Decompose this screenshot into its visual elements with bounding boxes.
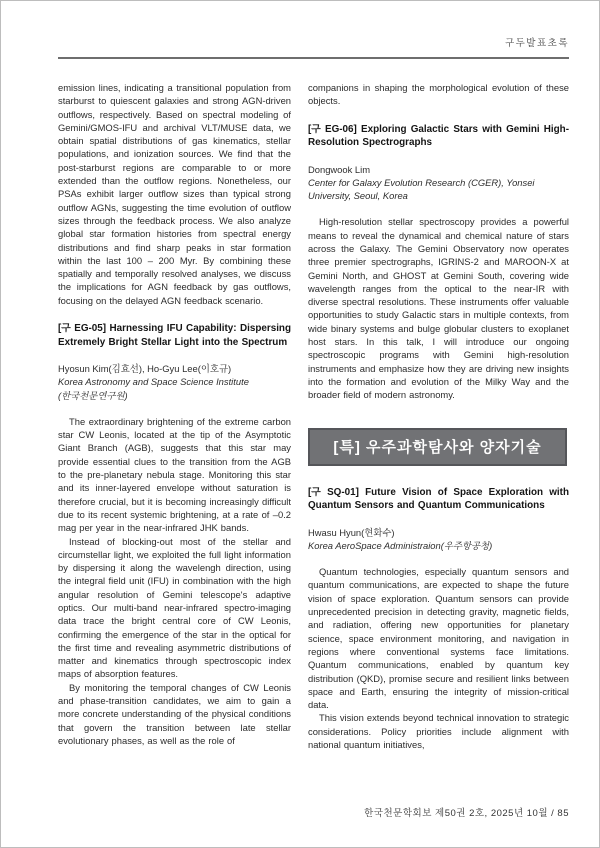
- author-block-sq01: [308, 526, 569, 552]
- abstract-paragraph: The extraordinary brightening of the extreme carbon star CW Leonis, located at the tip of the Asymptotic Giant Branch (AGB), suggests that this star may provide essential clues to the transition from the AGB to the pre-planetary nebula stage. Monitoring this star and its inner-layered envelope without saturation is therefore crucial, but it is becoming increasingly difficult due to its recent systemic brightening, at a rate of –0.2 mag per year in the near-infrared JHK bands.: [58, 415, 291, 534]
- abstract-continuation-paragraph: companions in shaping the morphological evolution of these objects.: [308, 82, 569, 107]
- author-block-eg06: [308, 163, 569, 203]
- affiliation-eg06: Center for Galaxy Evolution Research (CGER), Yonsei University, Seoul, Korea: [308, 176, 535, 202]
- abstract-title-sq01: [구 SQ-01] Future Vision of Space Exploration with Quantum Sensors and Quantum Communications: [308, 486, 569, 512]
- authors-eg06: Dongwook Lim: [308, 163, 371, 175]
- abstract-continuation-paragraph: emission lines, indicating a transitional population from starburst to quiescent galaxies and strong AGN-driven outflows, respectively. Based on spectral modeling of Gemini/GMOS-IFU and archival VLT/MUSE data, we obtain spatial distributions of gas kinematics, stellar populations, and ionization sources. We find that the post-starburst regions are comparable to or more extended than the outflow regions. Nonetheless, our PSAs exhibit larger outflow sizes than typical strong outflow AGNs, suggesting the time evolution of outflow sizes through the feedback process. We also analyze global star formation histories from spectral energy distributions and find sharp peaks in star formation within the last 100 – 200 Myr. By combining these spatially and temporally resolved analyses, we discuss the implications for AGN feedback by gas outflows, focusing on the delayed AGN feedback scenario.: [58, 82, 291, 306]
- authors-sq01: Hwasu Hyun(현화수): [308, 526, 395, 538]
- right-column: [308, 81, 569, 787]
- header-rule: [58, 57, 569, 59]
- abstract-paragraph: By monitoring the temporal changes of CW Leonis and phase-transition candidates, we aim to gain a more concrete understanding of the physical conditions that govern the transition between late stellar evolutionary phases, as well as the role of: [58, 681, 291, 746]
- session-banner: [특] 우주과학탐사와 양자기술: [308, 428, 567, 466]
- abstract-paragraph: Quantum technologies, especially quantum sensors and quantum communications, are expected to shape the future vision of space exploration. Quantum sensors can provide unprecedented precision in detecting gravity, magnetic fields, and radiation, offering new opportunities for planetary science, space environment monitoring, and navigation in regions where conventional systems face limitations. Quantum communications, enabled by quantum key distribution (QKD), promise secure and resilient links between space and Earth, ensuring the integrity of mission-critical data.: [308, 566, 569, 711]
- running-head: 구두발표초록: [504, 38, 569, 49]
- left-column: [58, 81, 291, 787]
- author-block-eg05: [58, 362, 291, 402]
- abstract-paragraph: High-resolution stellar spectroscopy provides a powerful means to reveal the dynamical and chemical nature of stars across the Galaxy. The Gemini Observatory now operates three premier spectrographs, IGRINS-2 and MAROON-X at Gemini North, and GHOST at Gemini South, covering wide wavelength ranges from the optical to the near-IR with diverse spectral resolutions. These instruments offer valuable opportunities to study Galactic stars in multiple contexts, from wide binary systems and bulge globular clusters to exoplanet host stars. In this talk, I will introduce our ongoing spectroscopic programs with Gemini high-resolution instruments and emphasize how they are driving new insights into the formation and evolution of the Milky Way and the broader field of modern astronomy.: [308, 216, 569, 401]
- page-footer: 한국천문학회보 제50권 2호, 2025년 10월 / 85: [364, 808, 569, 819]
- authors-eg05: Hyosun Kim(김효선), Ho-Gyu Lee(이호규): [58, 363, 232, 375]
- affiliation-eg05-line1: Korea Astronomy and Space Science Institute: [58, 376, 249, 388]
- affiliation-eg05-line2: (한국천문연구원): [58, 389, 128, 401]
- abstract-title-eg06: [구 EG-06] Exploring Galactic Stars with Gemini High-Resolution Spectrographs: [308, 123, 569, 149]
- abstract-paragraph: This vision extends beyond technical innovation to strategic considerations. Policy priorities include alignment with national quantum initiatives,: [308, 712, 569, 750]
- affiliation-sq01: Korea AeroSpace Administraion(우주항공청): [308, 539, 493, 551]
- abstract-title-eg05: [구 EG-05] Harnessing IFU Capability: Dispersing Extremely Bright Stellar Light into the Spectrum: [58, 323, 291, 348]
- abstract-paragraph: Instead of blocking-out most of the stellar and circumstellar light, we exploited the full light information by dispersing it along the wavelengh direction, using the integral field unit (IFU) in combination with the high angular resolution of Gemini telescope's adaptive optics. Our multi-band near-infrared spectro-imaging data trace the bright central core of CW Leonis, confirming the emergence of the star in the optical for the first time and revealing asymmetric distributions of matter and kinematics through spectroscopic index maps of absorption features.: [58, 535, 291, 680]
- two-column-layout: [58, 81, 569, 787]
